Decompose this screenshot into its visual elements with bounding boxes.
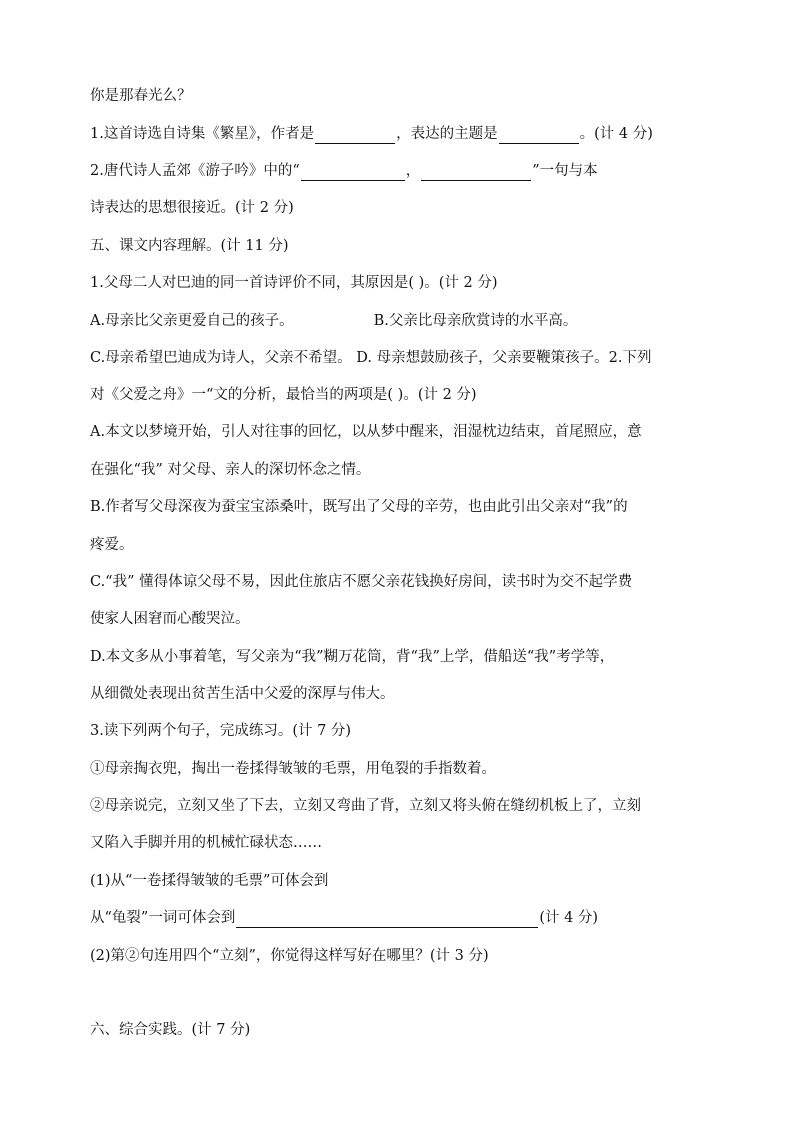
choice-c-line1: C.“我” 懂得体谅父母不易，因此住旅店不愿父亲花钱换好房间，读书时为交不起学费 xyxy=(90,574,633,590)
choice-c-line2: 使家人困窘而心酸哭泣。 xyxy=(90,611,250,627)
choice-d-line2: 从细微处表现出贫苦生活中父爱的深厚与伟大。 xyxy=(90,686,395,702)
poem-blank-1[interactable] xyxy=(301,165,405,181)
subq1-score: (计 4 分) xyxy=(539,910,599,926)
subquestion-1-cont xyxy=(90,908,598,928)
question-5-2: 对《父爱之舟》一“文的分析，最恰当的两项是( )。(计 2 分) xyxy=(90,387,477,403)
sentence-1: ①母亲掏衣兜，掏出一卷揉得皱皱的毛票，用龟裂的手指数着。 xyxy=(90,761,496,777)
sentence-2-line2: 又陷入手脚并用的机械忙碌状态…… xyxy=(90,835,322,851)
choice-a-line1: A.本文以梦境开始，引人对往事的回忆，以从梦中醒来，泪湿枕边结束，首尾照应，意 xyxy=(90,424,642,440)
q2-text-a: 2.唐代诗人孟郊《游子吟》中的“ xyxy=(90,163,300,179)
choice-d-line1: D.本文多从小事着笔，写父亲为“我”糊万花筒，背“我”上学，借船送“我”考学等， xyxy=(90,649,615,665)
option-row-ab xyxy=(90,311,577,331)
q1-text-a: 1.这首诗选自诗集《繁星》，作者是 xyxy=(90,126,315,142)
q2-text-c: ”一句与本 xyxy=(532,163,598,179)
question-1-2 xyxy=(90,161,598,181)
poem-line: 你是那春光么？ xyxy=(90,88,192,104)
subq1-text: 从“龟裂”一词可体会到 xyxy=(90,910,236,926)
q1-text-b: ，表达的主题是 xyxy=(396,126,498,142)
choice-b-line1: B.作者写父母深夜为蚕宝宝添桑叶，既写出了父母的辛劳，也由此引出父亲对“我”的 xyxy=(90,499,628,515)
section-6-heading: 六、综合实践。(计 7 分) xyxy=(90,1022,251,1038)
subquestion-2: (2)第②句连用四个“立刻”，你觉得这样写好在哪里？(计 3 分) xyxy=(90,948,489,964)
option-row-cd: C.母亲希望巴迪成为诗人，父亲不希望。 D. 母亲想鼓励孩子，父亲要鞭策孩子。2.下列 xyxy=(90,350,652,366)
option-b: B.父亲比母亲欣赏诗的水平高。 xyxy=(373,313,578,329)
choice-a-line2: 在强化“我” 对父母、亲人的深切怀念之情。 xyxy=(90,462,371,478)
section-5-heading: 五、课文内容理解。(计 11 分) xyxy=(90,238,289,254)
option-a: A.母亲比父亲更爱自己的孩子。 xyxy=(90,313,294,329)
answer-blank[interactable] xyxy=(236,912,538,928)
question-1-2-cont: 诗表达的思想很接近。(计 2 分) xyxy=(90,200,294,216)
question-5-3: 3.读下列两个句子，完成练习。(计 7 分) xyxy=(90,723,352,739)
choice-b-line2: 疼爱。 xyxy=(90,537,134,553)
poem-blank-2[interactable] xyxy=(421,165,531,181)
author-blank[interactable] xyxy=(315,128,395,144)
question-5-1: 1.父母二人对巴迪的同一首诗评价不同，其原因是( )。(计 2 分) xyxy=(90,275,498,291)
sentence-2-line1: ②母亲说完，立刻又坐了下去，立刻又弯曲了背，立刻又将头俯在缝纫机板上了，立刻 xyxy=(90,798,641,814)
question-1-1 xyxy=(90,124,653,144)
q1-text-c: 。(计 4 分) xyxy=(579,126,653,142)
subquestion-1: (1)从“一卷揉得皱皱的毛票”可体会到 xyxy=(90,873,329,889)
theme-blank[interactable] xyxy=(499,128,579,144)
q2-text-b: ， xyxy=(405,163,421,179)
